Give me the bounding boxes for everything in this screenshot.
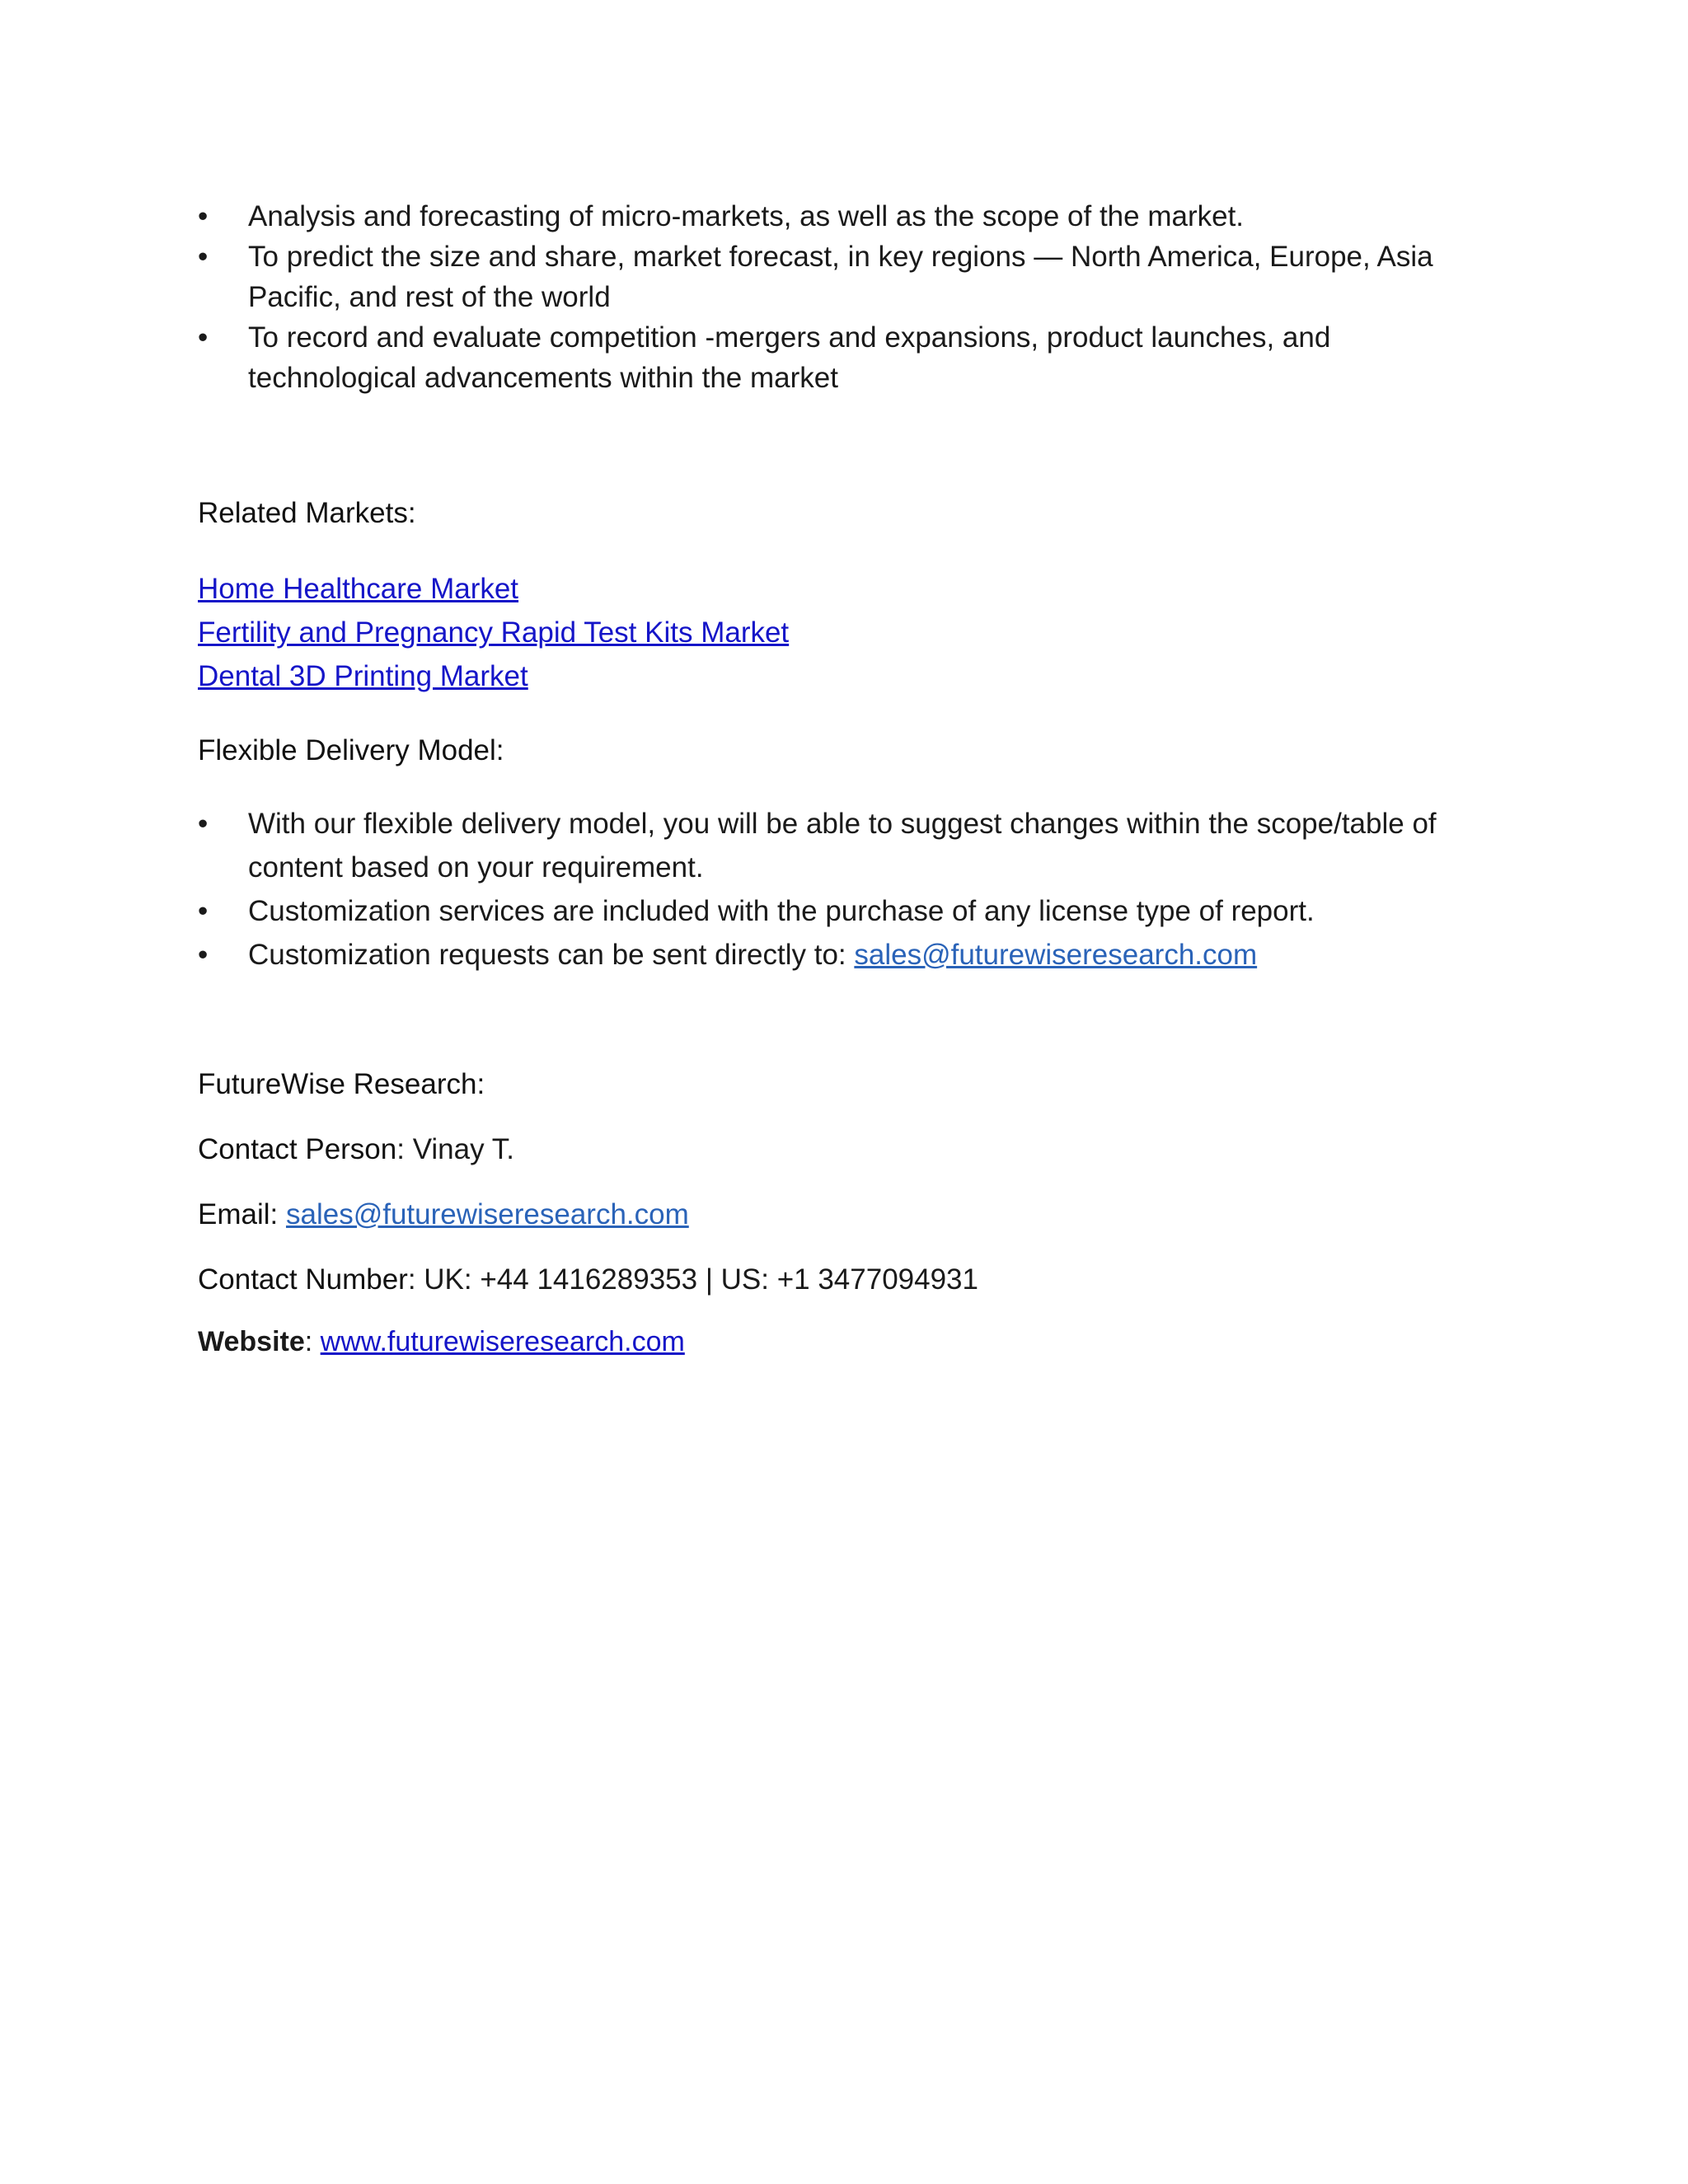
- contact-person-line: [198, 1129, 1484, 1169]
- related-markets-links: [198, 567, 1484, 698]
- flexible-delivery-heading: Flexible Delivery Model:: [198, 734, 504, 766]
- objectives-list: [198, 196, 1484, 398]
- contact-number-value: : UK: +44 1416289353 | US: +1 3477094931: [407, 1263, 978, 1296]
- email-line: [198, 1194, 1484, 1235]
- link-home-healthcare-market[interactable]: Home Healthcare Market: [198, 573, 519, 605]
- list-item: [198, 196, 1484, 237]
- flexible-delivery-list: [198, 802, 1484, 977]
- list-item-text: To record and evaluate competition -mergers and expansions, product launches, and technological advancements within the market: [248, 321, 1331, 394]
- page-content: [198, 196, 1484, 1362]
- list-item: [198, 933, 1484, 977]
- related-markets-heading: Related Markets:: [198, 497, 416, 529]
- bullet-icon: •: [198, 808, 209, 840]
- website-line: [198, 1322, 1484, 1362]
- list-item-text: With our flexible delivery model, you will be able to suggest changes within the scope/table of content based on your requirement.: [248, 808, 1437, 883]
- website-label: Website: [198, 1326, 305, 1357]
- list-item-text: To predict the size and share, market forecast, in key regions — North America, Europe, Asia Pacific, and rest of the world: [248, 241, 1433, 313]
- email-separator: :: [270, 1198, 286, 1230]
- website-separator: :: [304, 1326, 321, 1357]
- contact-number-label: Contact Number: [198, 1263, 408, 1296]
- contact-email-link[interactable]: sales@futurewiseresearch.com: [285, 1198, 689, 1230]
- bullet-icon: •: [198, 200, 209, 232]
- list-item-text: Customization services are included with the purchase of any license type of report.: [248, 895, 1315, 927]
- link-dental-3d-printing-market[interactable]: Dental 3D Printing Market: [198, 660, 528, 692]
- list-item: [198, 317, 1484, 398]
- list-item: [198, 237, 1484, 317]
- bullet-icon: •: [198, 895, 209, 927]
- list-item: [198, 802, 1484, 889]
- bullet-icon: •: [198, 241, 209, 273]
- list-item-text: Analysis and forecasting of micro-markets, as well as the scope of the market.: [248, 200, 1245, 232]
- list-item-text: Customization requests can be sent directly to:: [248, 939, 855, 971]
- contact-person-value: : Vinay T.: [396, 1133, 514, 1165]
- link-fertility-pregnancy-test-kits-market[interactable]: Fertility and Pregnancy Rapid Test Kits Market: [198, 616, 790, 649]
- bullet-icon: •: [198, 321, 209, 354]
- customization-email-link[interactable]: sales@futurewiseresearch.com: [854, 939, 1258, 971]
- bullet-icon: •: [198, 939, 209, 971]
- contact-number-line: [198, 1259, 1484, 1300]
- list-item: [198, 889, 1484, 933]
- email-label: Email: [198, 1198, 270, 1230]
- futurewise-heading: FutureWise Research:: [198, 1068, 485, 1100]
- contact-person-label: Contact Person: [198, 1133, 397, 1165]
- website-link[interactable]: www.futurewiseresearch.com: [320, 1326, 685, 1357]
